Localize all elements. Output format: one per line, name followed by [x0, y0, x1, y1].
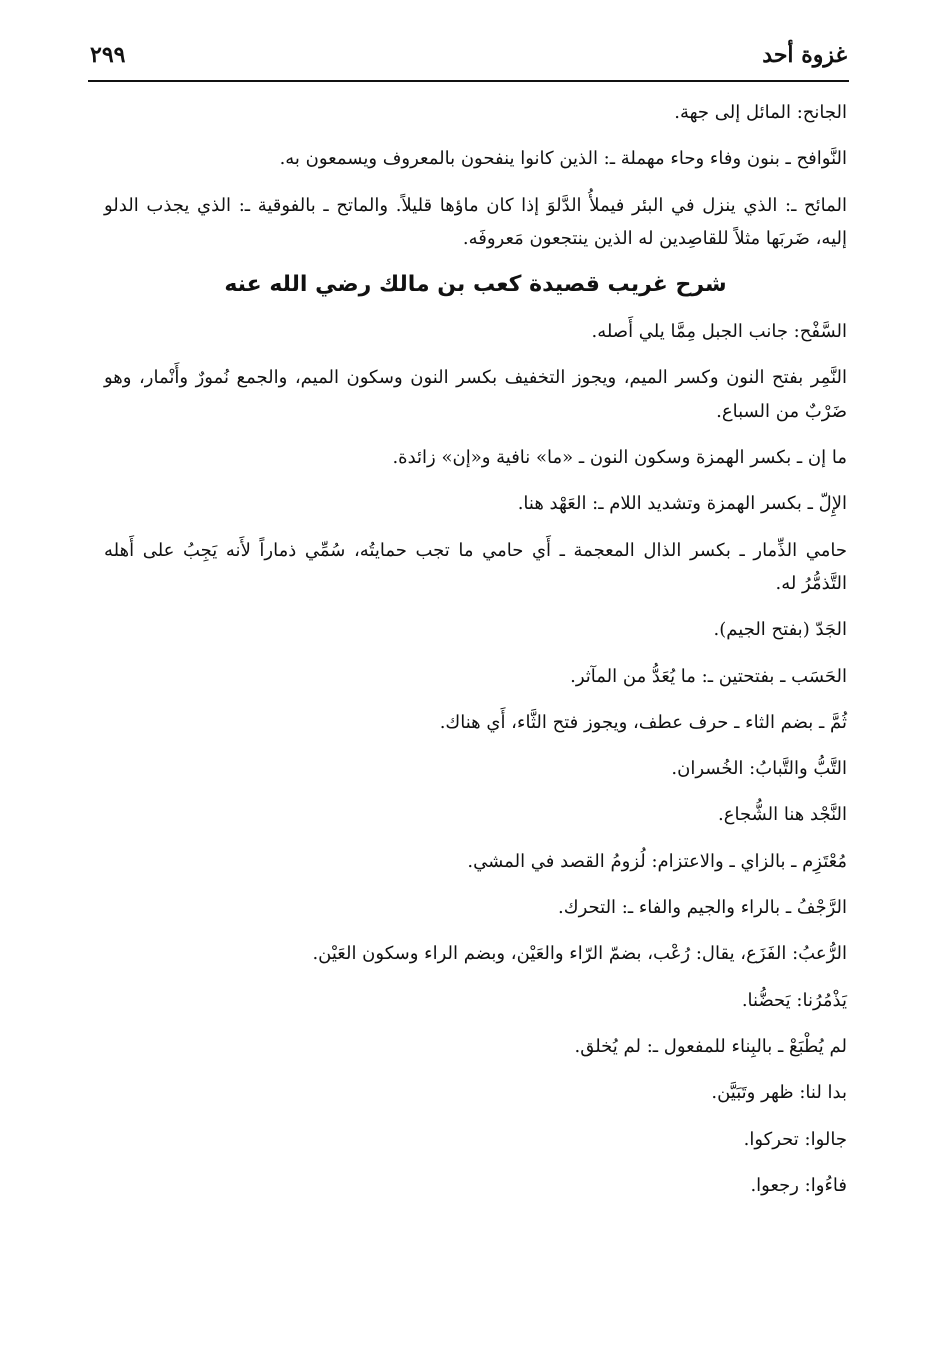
glossary-entry: ثُمَّ ـ بضم الثاء ـ حرف عطف، ويجوز فتح الثَّاء، أَي هناك.: [439, 711, 847, 733]
glossary-entry: السَّفْح: جانب الجبل مِمَّا يلي أَصله.: [591, 321, 847, 343]
glossary-entry: المائح ـ: الذي ينزل في البئر فيملأُ الدَّلوَ إذا كان ماؤها قليلاً. والماتح ـ بالفوقية ـ: الذي يجذب الدلو إليه، ضَربَها مثلاً للقاصِدين له الذين ينتجعون مَعروفَه.: [104, 194, 847, 249]
glossary-entry: ما إن ـ بكسر الهمزة وسكون النون ـ «ما» نافية و«إن» زائدة.: [392, 447, 847, 469]
glossary-entry: مُعْتَزِم ـ بالزاي ـ والاعتزام: لُزومُ القصد في المشي.: [467, 850, 847, 872]
page-number: ٢٩٩: [90, 42, 126, 68]
glossary-entry: يَذْمُرُنا: يَحضُّنا.: [741, 989, 847, 1011]
running-header: [90, 40, 847, 74]
glossary-entry: الرَّجْفُ ـ بالراء والجيم والفاء ـ: التحرك.: [558, 897, 847, 919]
glossary-entry: الحَسَب ـ بفتحتين ـ: ما يُعَدُّ من المآثر.: [570, 665, 847, 687]
glossary-entry: الجَدّ (بفتح الجيم).: [713, 619, 847, 641]
glossary-entry: النَّجْد هنا الشُّجاع.: [718, 804, 847, 826]
glossary-entry: الإِلّ ـ بكسر الهمزة وتشديد اللام ـ: العَهْد هنا.: [517, 493, 847, 515]
section-heading: شرح غريب قصيدة كعب بن مالك رضي الله عنه: [224, 272, 727, 298]
glossary-entry: النَّمِر بفتح النون وكسر الميم، ويجوز التخفيف بكسر النون وسكون الميم، والجمع نُمورٌ وأَنْمار، وهو ضَرْبٌ من السباع.: [104, 367, 847, 422]
glossary-entry: بدا لنا: ظهر وتَبَيَّن.: [711, 1082, 847, 1104]
glossary-entry: لم يُطْبَعْ ـ بالبِناء للمفعول ـ: لم يُخلق.: [574, 1035, 847, 1057]
glossary-entry: النَّوافح ـ بنون وفاء وحاء مهملة ـ: الذين كانوا ينفحون بالمعروف ويسمعون به.: [279, 148, 847, 170]
glossary-entry: فاءُوا: رجعوا.: [750, 1174, 847, 1196]
glossary-entry: حامي الذِّمار ـ بكسر الذال المعجمة ـ أَي حامي ما تجب حمايتُه، سُمِّي ذماراً لأَنه يَجِبُ على أَهله التَّذمُّرُ له.: [104, 539, 847, 594]
glossary-entry: التَّبُّ والتَّبابُ: الخُسران.: [671, 758, 847, 780]
header-divider: [88, 80, 849, 82]
page-body: [104, 96, 847, 1202]
glossary-entry: جالوا: تحركوا.: [743, 1128, 847, 1150]
glossary-entry: الجانح: المائل إلى جهة.: [674, 102, 847, 123]
chapter-title: غزوة أحد: [762, 42, 847, 68]
glossary-entry: الرُّعبُ: الفَزَع، يقال: رُعْب، بضمّ الرّاء والعَيْن، وبضم الراء وسكون العَيْن.: [312, 943, 847, 965]
